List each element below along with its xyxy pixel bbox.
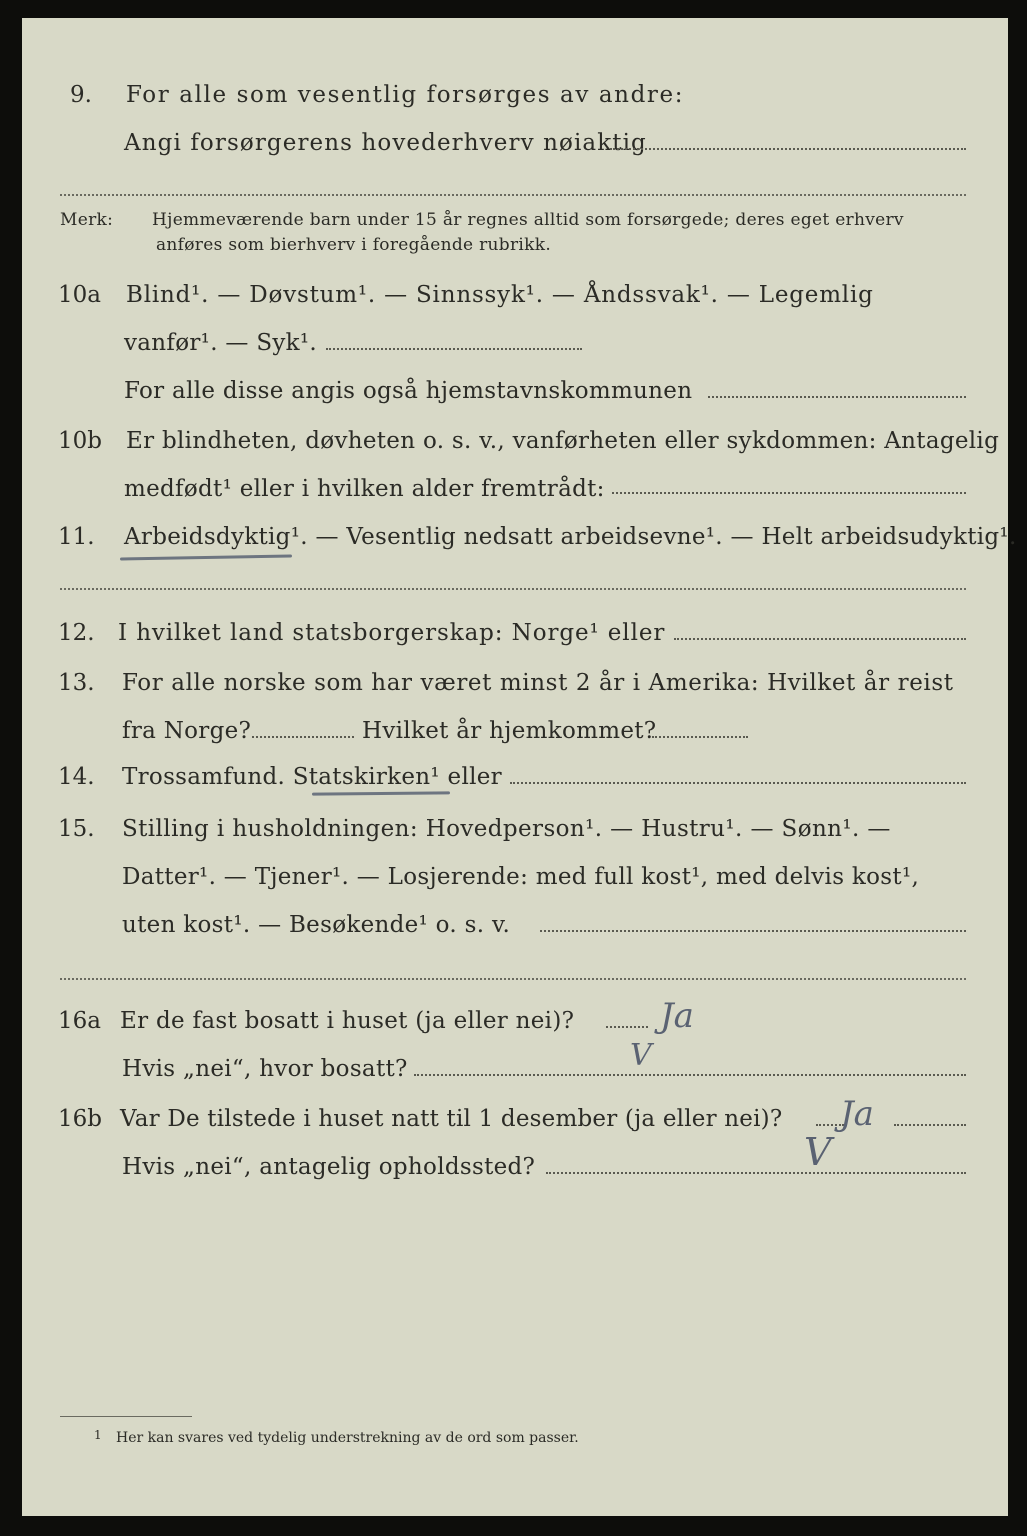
merk-line2: anføres som bierhverv i foregående rubrikk. <box>156 235 552 255</box>
q13-line1: For alle norske som har været minst 2 år i Amerika: Hvilket år reist <box>122 670 954 696</box>
q10b-line1: Er blindheten, døvheten o. s. v., vanførheten eller sykdommen: Antagelig <box>126 428 1000 454</box>
q16b-answer-line-2 <box>546 1172 966 1174</box>
q13-number: 13. <box>58 670 95 696</box>
census-form-page <box>22 18 1017 1516</box>
q15-line2: Datter¹. — Tjener¹. — Losjerende: med full kost¹, med delvis kost¹, <box>122 864 920 890</box>
q15-line1: Stilling i husholdningen: Hovedperson¹. — Hustru¹. — Sønn¹. — <box>122 816 891 842</box>
q16b-answer-line-1b <box>894 1124 966 1126</box>
q9-line2: Angi forsørgerens hovederhverv nøiaktig <box>124 130 647 156</box>
section-divider-3 <box>60 978 966 980</box>
merk-line1: Hjemmeværende barn under 15 år regnes alltid som forsørgede; deres eget erhverv <box>152 210 904 230</box>
q16a-answer-line-2 <box>414 1074 966 1076</box>
q12-answer-line <box>674 638 966 640</box>
footnote-mark: 1 <box>94 1428 102 1442</box>
q16b-handwritten-answer-2: V <box>804 1130 832 1174</box>
q13-line2b: Hvilket år hjemkommet? <box>362 718 657 744</box>
q16b-number: 16b <box>58 1106 102 1132</box>
q10a-answer-line <box>326 348 582 350</box>
q13-year-returned-line <box>652 736 748 738</box>
q16b-line2: Hvis „nei“, antagelig opholdssted? <box>122 1154 536 1180</box>
q13-line2a: fra Norge? <box>122 718 252 744</box>
footnote-rule <box>60 1416 192 1417</box>
q14-line1: Trossamfund. Statskirken¹ eller <box>122 764 502 790</box>
q10a-number: 10a <box>58 282 101 308</box>
q11-number: 11. <box>58 524 95 550</box>
section-divider-1 <box>60 194 966 196</box>
q12-line1: I hvilket land statsborgerskap: Norge¹ eller <box>118 620 666 646</box>
q10a-home-answer-line <box>708 396 966 398</box>
q16b-handwritten-answer-1: Ja <box>840 1094 874 1134</box>
q15-number: 15. <box>58 816 95 842</box>
q16a-handwritten-answer-2: V <box>630 1038 652 1073</box>
q10a-line1: Blind¹. — Døvstum¹. — Sinnssyk¹. — Åndssvak¹. — Legemlig <box>126 282 874 308</box>
q16a-handwritten-answer-1: Ja <box>660 996 694 1036</box>
merk-label: Merk: <box>60 210 114 230</box>
q10a-line2: vanfør¹. — Syk¹. <box>124 330 318 356</box>
q16a-number: 16a <box>58 1008 101 1034</box>
q14-answer-line <box>510 782 966 784</box>
q10b-line2: medfødt¹ eller i hvilken alder fremtrådt: <box>124 476 605 502</box>
q12-number: 12. <box>58 620 95 646</box>
q11-handwritten-underline <box>120 554 292 560</box>
q11-line1: Arbeidsdyktig¹. — Vesentlig nedsatt arbeidsevne¹. — Helt arbeidsudyktig¹. <box>124 524 1017 550</box>
q14-handwritten-underline <box>312 791 450 795</box>
q16a-line1: Er de fast bosatt i huset (ja eller nei)? <box>120 1008 575 1034</box>
q15-line3: uten kost¹. — Besøkende¹ o. s. v. <box>122 912 511 938</box>
q13-year-left-line <box>252 736 354 738</box>
q9-number: 9. <box>70 82 92 108</box>
footnote-text: Her kan svares ved tydelig understrekning av de ord som passer. <box>116 1430 579 1446</box>
section-divider-2 <box>60 588 966 590</box>
q16b-line1: Var De tilstede i huset natt til 1 desember (ja eller nei)? <box>120 1106 783 1132</box>
q16a-line2: Hvis „nei“, hvor bosatt? <box>122 1056 408 1082</box>
q10b-answer-line <box>612 492 966 494</box>
q10a-line3: For alle disse angis også hjemstavnskommunen <box>124 378 693 404</box>
q14-number: 14. <box>58 764 95 790</box>
q9-answer-line <box>610 148 966 150</box>
q16a-answer-line-1 <box>606 1026 648 1028</box>
q15-answer-line <box>540 930 966 932</box>
q9-line1: For alle som vesentlig forsørges av andre: <box>126 82 685 108</box>
q10b-number: 10b <box>58 428 102 454</box>
